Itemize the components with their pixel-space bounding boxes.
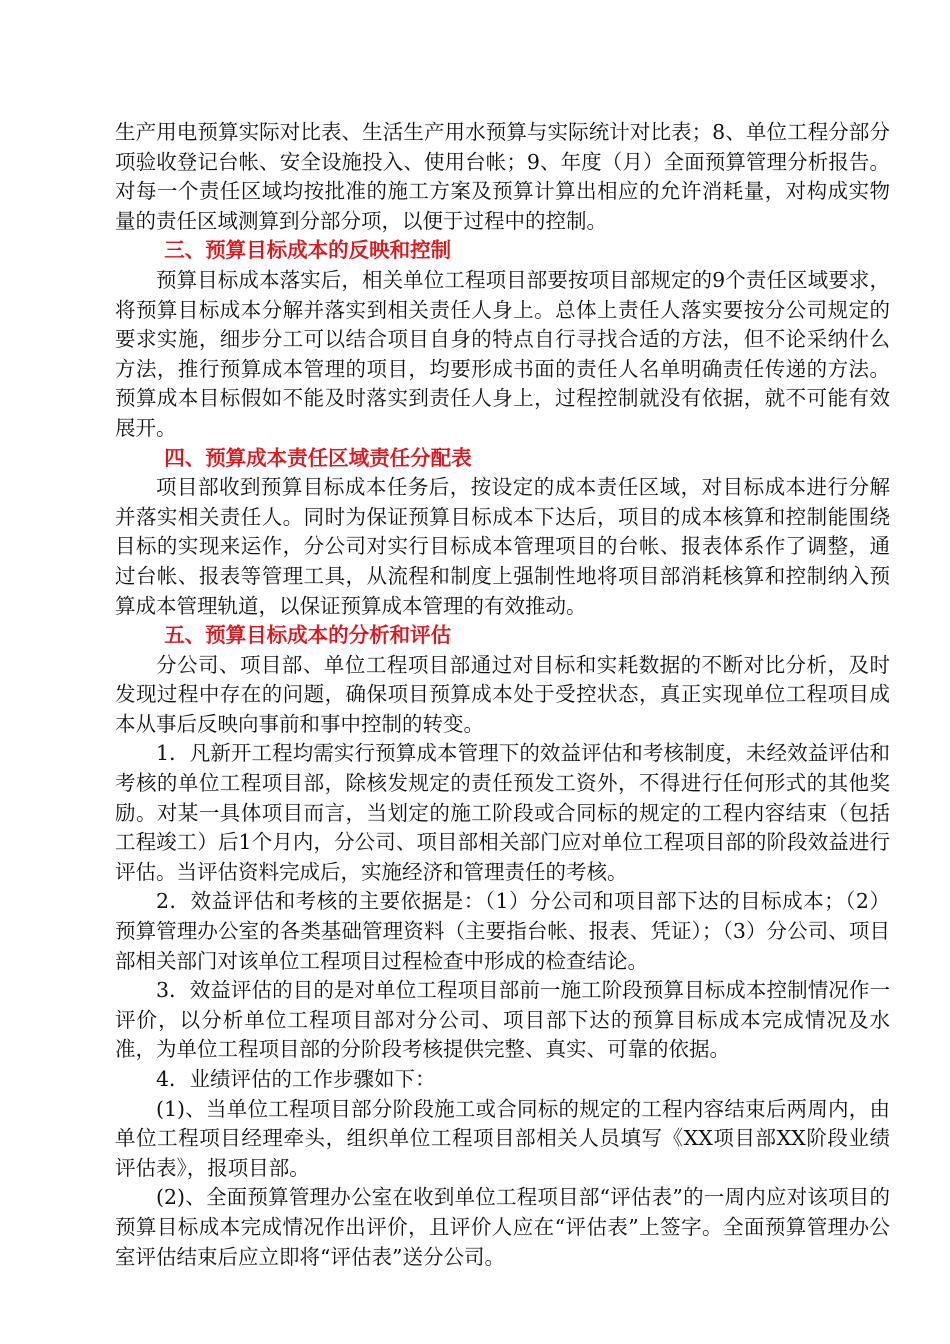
paragraph-item-1: 1．凡新开工程均需实行预算成本管理下的效益评估和考核制度，未经效益评估和考核的单位工程项目部，除核发规定的责任预发工资外，不得进行任何形式的其他奖励。对某一具体项目而言，当划定的施工阶段或合同标的规定的工程内容结束（包括工程竣工）后1个月内，分公司、项目部相关部门应对单位工程项目部的阶段效益进行评估。当评估资料完成后，实施经济和管理责任的考核。 [115,741,890,884]
heading-section-3: 三、预算目标成本的反映和控制 [164,238,452,263]
paragraph-step-2: (2)、全面预算管理办公室在收到单位工程项目部“评估表”的一周内应对该项目的预算目标成本完成情况作出评价，且评价人应在“评估表”上签字。全面预算管理办公室评估结束后应立即将“评估表”送分公司。 [115,1185,890,1269]
paragraph-step-1: (1)、当单位工程项目部分阶段施工或合同标的规定的工程内容结束后两周内，由单位工程项目经理牵头，组织单位工程项目部相关人员填写《XX项目部XX阶段业绩评估表》，报项目部。 [115,1096,890,1180]
heading-section-4: 四、预算成本责任区域责任分配表 [164,445,472,470]
paragraph-budget-reports: 生产用电预算实际对比表、生活生产用水预算与实际统计对比表；8、单位工程分部分项验收登记台帐、安全设施投入、使用台帐；9、年度（月）全面预算管理分析报告。对每一个责任区域均按批准的施工方案及预算计算出相应的允许消耗量，对构成实物量的责任区域测算到分部分项，以便于过程中的控制。 [115,120,890,233]
paragraph-cost-decomposition: 项目部收到预算目标成本任务后，按设定的成本责任区域，对目标成本进行分解并落实相关责任人。同时为保证预算目标成本下达后，项目的成本核算和控制能围绕目标的实现来运作，分公司对实行目标成本管理项目的台帐、报表体系作了调整，通过台帐、报表等管理工具，从流程和制度上强制性地将项目部消耗核算和控制纳入预算成本管理轨道，以保证预算成本管理的有效推动。 [115,475,890,618]
paragraph-item-4: 4．业绩评估的工作步骤如下： [156,1067,436,1091]
paragraph-responsibility-implementation: 预算目标成本落实后，相关单位工程项目部要按项目部规定的9个责任区域要求，将预算目标成本分解并落实到相关责任人身上。总体上责任人落实要按分公司规定的要求实施，细步分工可以结合项目自身的特点自行寻找合适的方法，但不论采纳什么方法，推行预算成本管理的项目，均要形成书面的责任人名单明确责任传递的方法。预算成本目标假如不能及时落实到责任人身上，过程控制就没有依据，就不可能有效展开。 [115,267,890,440]
paragraph-item-2: 2．效益评估和考核的主要依据是：（1）分公司和项目部下达的目标成本；（2）预算管理办公室的各类基础管理资料（主要指台帐、报表、凭证）；（3）分公司、项目部相关部门对该单位工程项目过程检查中形成的检查结论。 [115,889,890,973]
document-page [115,118,890,1272]
paragraph-item-3: 3．效益评估的目的是对单位工程项目部前一施工阶段预算目标成本控制情况作一评价，以分析单位工程项目部对分公司、项目部下达的预算目标成本完成情况及水准，为单位工程项目部的分阶段考核提供完整、真实、可靠的依据。 [115,978,890,1062]
paragraph-analysis-intro: 分公司、项目部、单位工程项目部通过对目标和实耗数据的不断对比分析，及时发现过程中存在的问题，确保项目预算成本处于受控状态，真正实现单位工程项目成本从事后反映向事前和事中控制的转变。 [115,652,890,736]
heading-section-5: 五、预算目标成本的分析和评估 [164,623,452,648]
